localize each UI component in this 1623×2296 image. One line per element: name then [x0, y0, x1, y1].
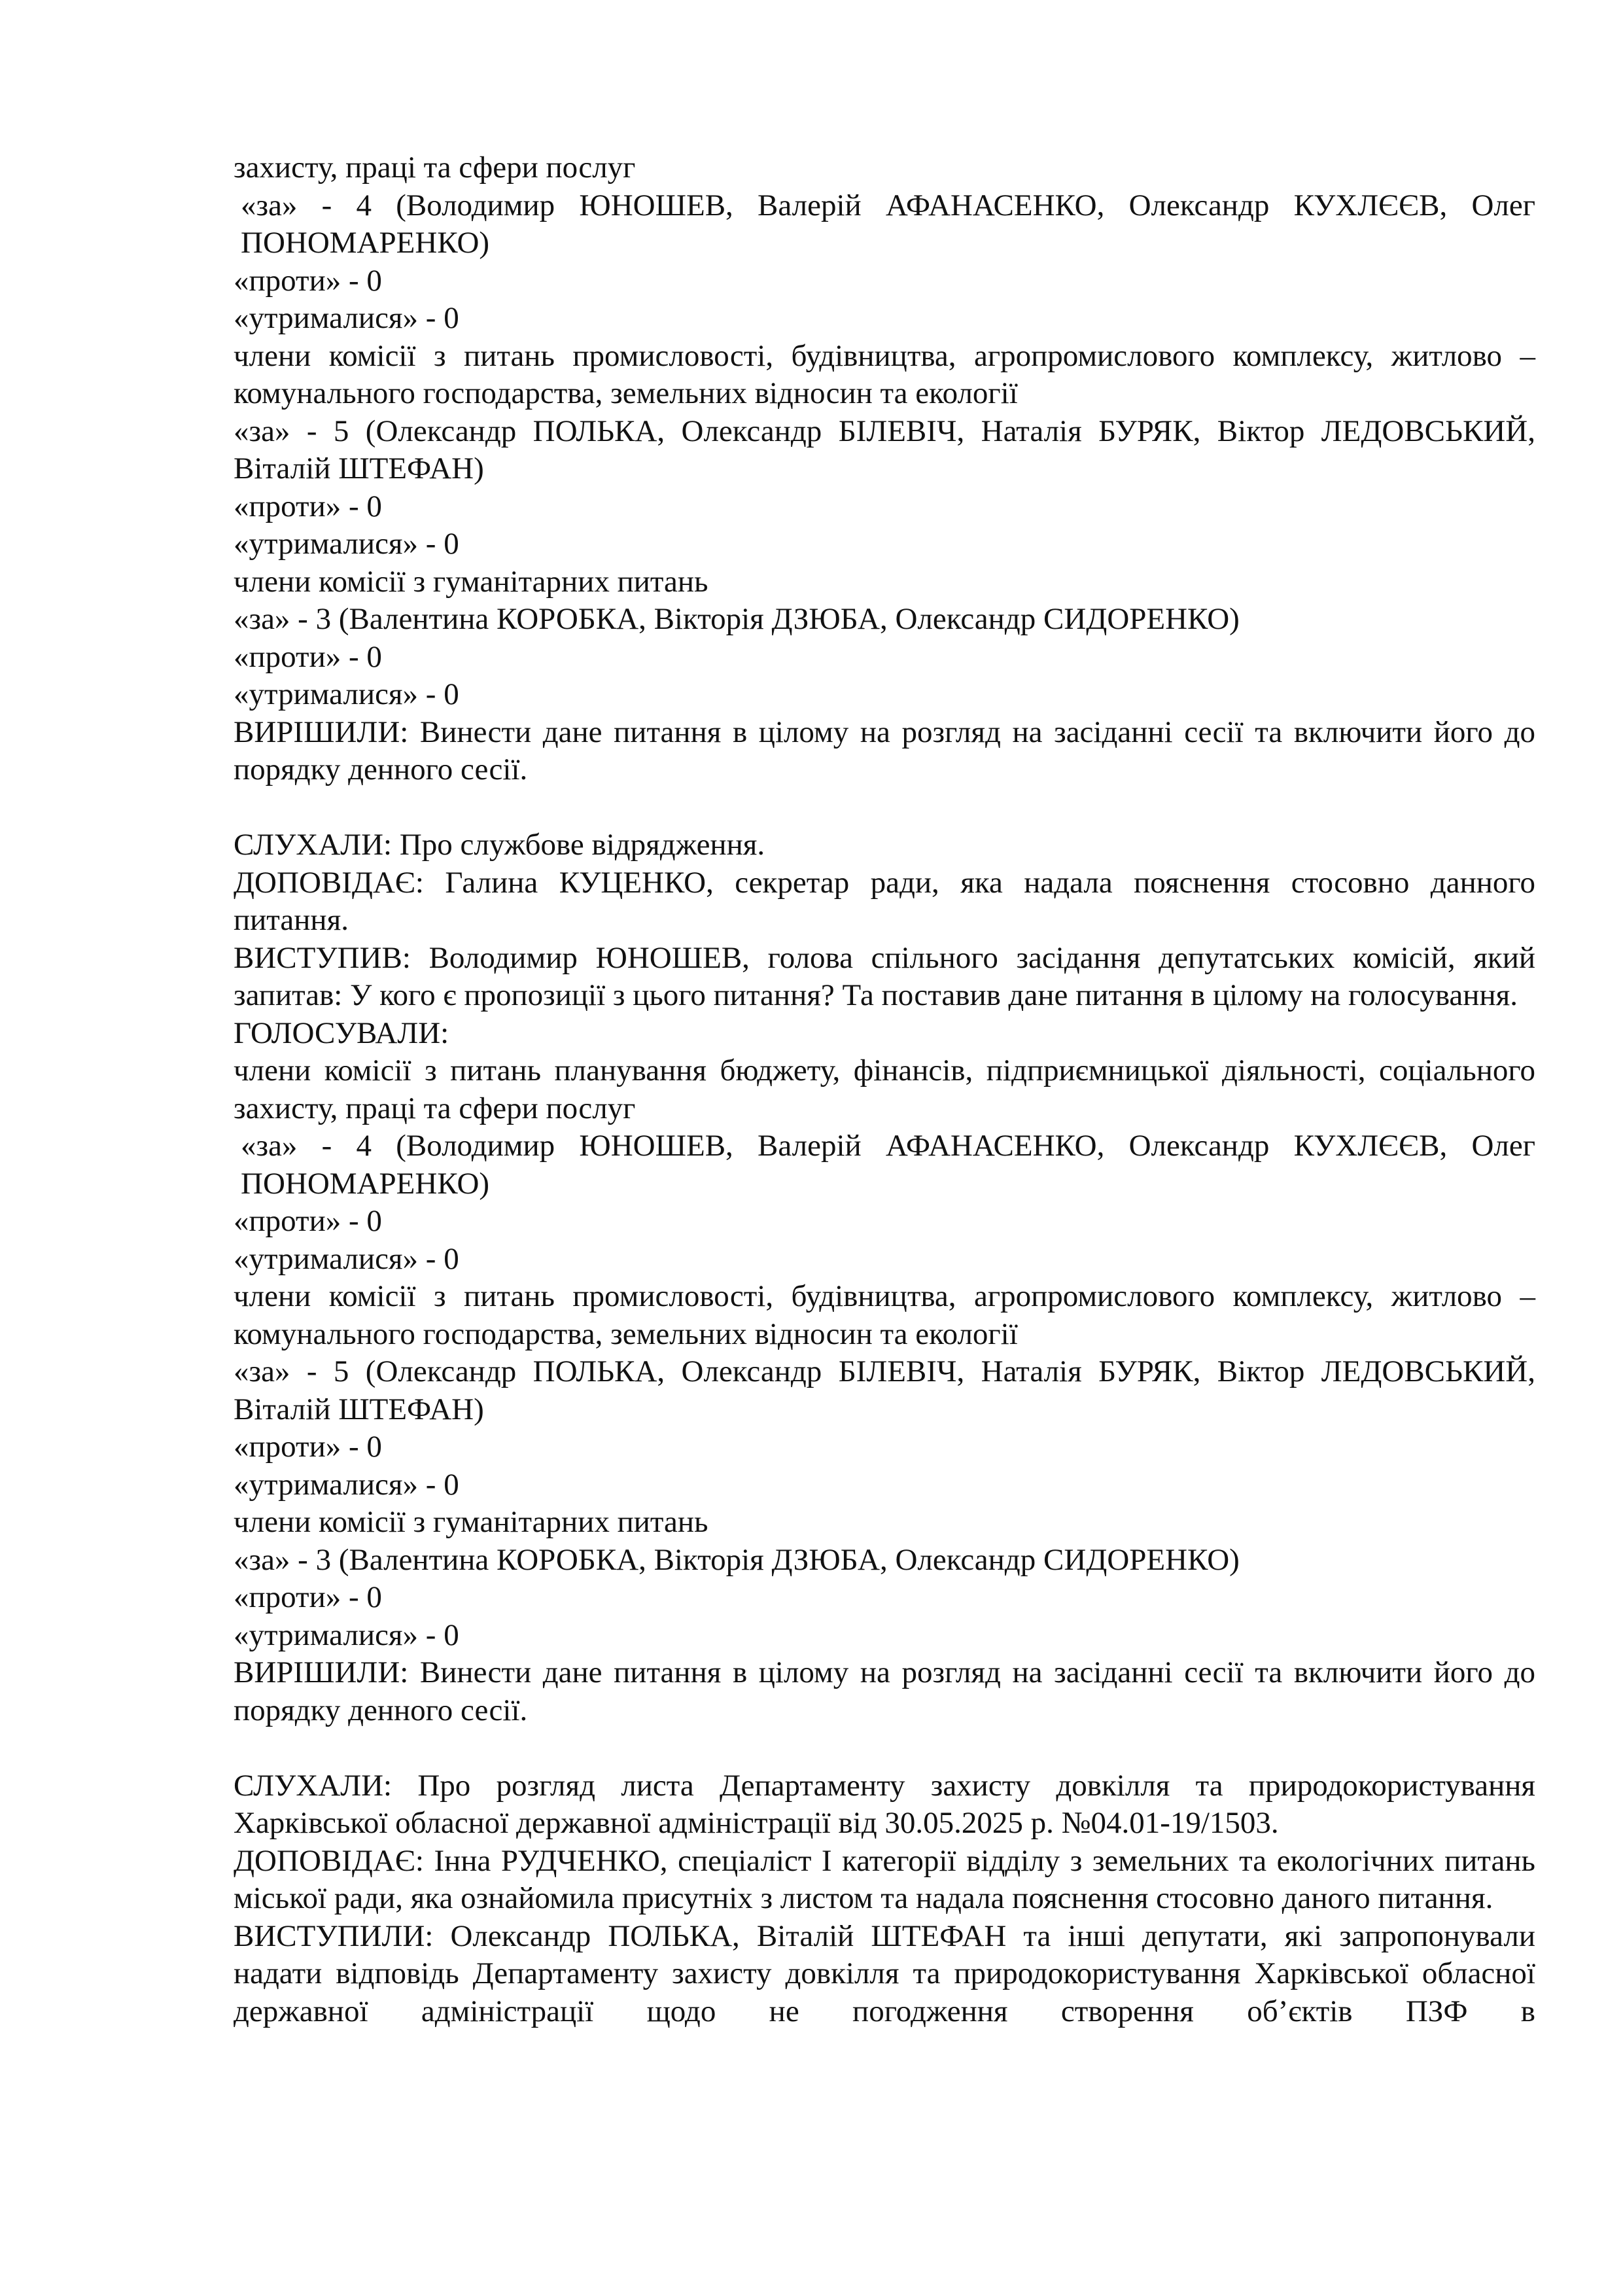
- vote-against-humanitarian-2: «проти» - 0: [234, 1580, 382, 1614]
- vote-against-budget-1: «проти» - 0: [234, 263, 382, 298]
- vote-for-industry-1: «за» - 5 (Олександр ПОЛЬКА, Олександр БІЛЕВІЧ, Наталія БУРЯК, Віктор ЛЕДОВСЬКИЙ, Віталій ШТЕФАН): [234, 414, 1535, 486]
- vote-for-humanitarian-2: «за» - 3 (Валентина КОРОБКА, Вікторія ДЗЮБА, Олександр СИДОРЕНКО): [234, 1542, 1240, 1577]
- vote-for-budget-1: «за» - 4 (Володимир ЮНОШЕВ, Валерій АФАНАСЕНКО, Олександр КУХЛЄЄВ, Олег ПОНОМАРЕНКО): [241, 188, 1535, 260]
- vote-abstain-budget-2: «утрималися» - 0: [234, 1241, 459, 1276]
- blank-line: [234, 1729, 1535, 1767]
- committee-humanitarian-heading-1: члени комісії з гуманітарних питань: [234, 564, 708, 599]
- speakers-paragraph-3: ВИСТУПИЛИ: Олександр ПОЛЬКА, Віталій ШТЕФАН та інші депутати, які запропонували надати відповідь Департаменту захисту довкілля та природокористування Харківської обласної державної адміністрації щодо не погодження створення об’єктів ПЗФ в: [234, 1918, 1535, 2028]
- vote-against-humanitarian-1: «проти» - 0: [234, 639, 382, 674]
- voted-heading-2: ГОЛОСУВАЛИ:: [234, 1016, 449, 1050]
- heard-paragraph-3: СЛУХАЛИ: Про розгляд листа Департаменту захисту довкілля та природокористування Харківської обласної державної адміністрації від 30.05.2025 р. №04.01-19/1503.: [234, 1768, 1535, 1840]
- vote-against-industry-2: «проти» - 0: [234, 1430, 382, 1464]
- decision-paragraph-1: ВИРІШИЛИ: Винести дане питання в цілому на розгляд на засіданні сесії та включити його до порядку денного сесії.: [234, 715, 1535, 786]
- decision-paragraph-2: ВИРІШИЛИ: Винести дане питання в цілому на розгляд на засіданні сесії та включити його до порядку денного сесії.: [234, 1655, 1535, 1727]
- vote-for-humanitarian-1: «за» - 3 (Валентина КОРОБКА, Вікторія ДЗЮБА, Олександр СИДОРЕНКО): [234, 602, 1240, 636]
- blank-line: [234, 789, 1535, 827]
- committee-industry-heading-1: члени комісії з питань промисловості, будівництва, агропромислового комплексу, житлово – комунального господарства, земельних відносин та екології: [234, 338, 1535, 410]
- vote-abstain-industry-2: «утрималися» - 0: [234, 1467, 459, 1502]
- committee-budget-heading-2: члени комісії з питань планування бюджету, фінансів, підприємницької діяльності, соціального захисту, праці та сфери послуг: [234, 1053, 1535, 1125]
- heard-paragraph-2: СЛУХАЛИ: Про службове відрядження.: [234, 828, 765, 862]
- vote-against-budget-2: «проти» - 0: [234, 1204, 382, 1238]
- committee-humanitarian-heading-2: члени комісії з гуманітарних питань: [234, 1505, 708, 1539]
- paragraph-committee-tail-1: захисту, праці та сфери послуг: [234, 150, 636, 185]
- vote-for-budget-2: «за» - 4 (Володимир ЮНОШЕВ, Валерій АФАНАСЕНКО, Олександр КУХЛЄЄВ, Олег ПОНОМАРЕНКО): [241, 1129, 1535, 1201]
- vote-abstain-humanitarian-1: «утрималися» - 0: [234, 677, 459, 711]
- vote-against-industry-1: «проти» - 0: [234, 489, 382, 523]
- document-page: [234, 149, 1535, 2030]
- vote-for-industry-2: «за» - 5 (Олександр ПОЛЬКА, Олександр БІЛЕВІЧ, Наталія БУРЯК, Віктор ЛЕДОВСЬКИЙ, Віталій ШТЕФАН): [234, 1354, 1535, 1426]
- reporter-paragraph-2: ДОПОВІДАЄ: Галина КУЦЕНКО, секретар ради, яка надала пояснення стосовно данного питання.: [234, 865, 1535, 937]
- reporter-paragraph-3: ДОПОВІДАЄ: Інна РУДЧЕНКО, спеціаліст І категорії відділу з земельних та екологічних питань міської ради, яка ознайомила присутніх з листом та надала пояснення стосовно даного питання.: [234, 1843, 1535, 1915]
- vote-abstain-humanitarian-2: «утрималися» - 0: [234, 1617, 459, 1652]
- speaker-paragraph-2: ВИСТУПИВ: Володимир ЮНОШЕВ, голова спільного засідання депутатських комісій, який запитав: У кого є пропозиції з цього питання? Та поставив дане питання в цілому на голосування.: [234, 940, 1535, 1012]
- vote-abstain-industry-1: «утрималися» - 0: [234, 527, 459, 561]
- committee-industry-heading-2: члени комісії з питань промисловості, будівництва, агропромислового комплексу, житлово – комунального господарства, земельних відносин та екології: [234, 1279, 1535, 1351]
- vote-abstain-budget-1: «утрималися» - 0: [234, 301, 459, 335]
